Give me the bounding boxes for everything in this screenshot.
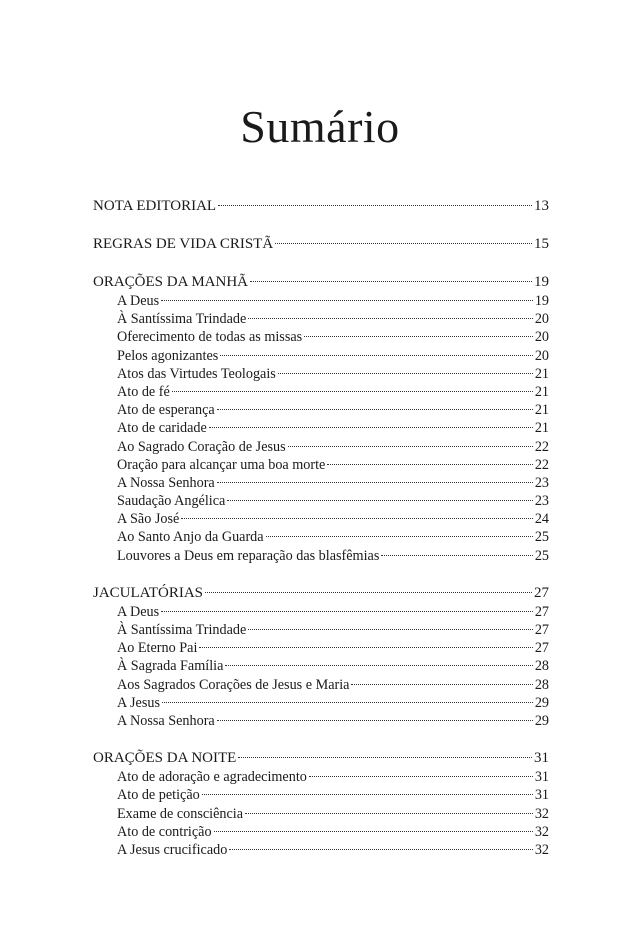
toc-entry xyxy=(93,639,549,657)
toc-entry xyxy=(93,823,549,841)
toc-entry-label: Exame de consciência xyxy=(117,805,244,822)
toc-page-number: 28 xyxy=(534,676,549,693)
toc-entry xyxy=(93,676,549,694)
dot-leader xyxy=(220,355,533,356)
dot-leader xyxy=(278,373,533,374)
toc-entry-label: Aos Sagrados Corações de Jesus e Maria xyxy=(117,676,350,693)
toc-entry-label: A São José xyxy=(117,511,180,528)
toc-entry-label: Louvores a Deus em reparação das blasfêmias xyxy=(117,547,380,564)
toc-entry xyxy=(93,401,549,419)
toc-entry-label: Pelos agonizantes xyxy=(117,347,219,364)
toc-entry xyxy=(93,310,549,328)
dot-leader xyxy=(304,336,533,337)
dot-leader xyxy=(181,518,533,519)
toc-entry-label: Saudação Angélica xyxy=(117,493,226,510)
toc-page-number: 23 xyxy=(534,474,549,491)
dot-leader xyxy=(248,629,533,630)
toc-entry-label: A Deus xyxy=(117,603,160,620)
page-title: Sumário xyxy=(240,101,400,152)
toc-page-number: 24 xyxy=(534,511,549,528)
toc-section xyxy=(93,272,549,565)
dot-leader xyxy=(266,536,533,537)
toc-section xyxy=(93,583,549,730)
toc-page-number: 21 xyxy=(534,383,549,400)
dot-leader xyxy=(214,831,533,832)
toc-page-number: 20 xyxy=(534,347,549,364)
toc-entry-label: A Nossa Senhora xyxy=(117,712,215,729)
toc-entry xyxy=(93,292,549,310)
dot-leader xyxy=(229,849,532,850)
toc-entry-label: A Jesus crucificado xyxy=(117,841,228,858)
toc-page-number: 25 xyxy=(534,547,549,564)
toc-entry xyxy=(93,805,549,823)
dot-leader xyxy=(217,409,533,410)
dot-leader xyxy=(209,427,533,428)
toc-page-number: 25 xyxy=(534,529,549,546)
toc-entry-label: ORAÇÕES DA NOITE xyxy=(93,750,237,767)
dot-leader xyxy=(161,611,533,612)
toc-page-number: 19 xyxy=(534,293,549,309)
toc-section xyxy=(93,196,549,216)
toc-page-number: 32 xyxy=(534,823,549,840)
dot-leader xyxy=(381,555,532,556)
dot-leader xyxy=(250,281,532,282)
toc-entry xyxy=(93,419,549,437)
toc-entry xyxy=(93,657,549,675)
toc-section-heading xyxy=(93,196,549,216)
toc-entry-label: JACULATÓRIAS xyxy=(93,584,204,601)
toc-entry-label: Ato de fé xyxy=(117,383,170,400)
toc-page-number: 31 xyxy=(534,750,549,767)
toc-entry xyxy=(93,528,549,546)
toc-page-number: 31 xyxy=(534,769,549,786)
toc-entry xyxy=(93,768,549,786)
toc-entry-label: À Sagrada Família xyxy=(117,658,224,675)
toc-page-number: 27 xyxy=(534,584,549,601)
toc-entry-label: A Nossa Senhora xyxy=(117,474,215,491)
toc-entry-label: Ato de caridade xyxy=(117,420,207,437)
toc-entry xyxy=(93,474,549,492)
dot-leader xyxy=(351,684,532,685)
toc-page-number: 27 xyxy=(534,622,549,638)
dot-leader xyxy=(218,205,532,206)
table-of-contents xyxy=(93,196,549,877)
toc-page-number: 23 xyxy=(534,493,549,510)
toc-page-number: 19 xyxy=(534,274,549,290)
dot-leader xyxy=(225,665,532,666)
toc-section-heading xyxy=(93,748,549,768)
toc-section-heading xyxy=(93,234,549,254)
toc-page-number: 20 xyxy=(534,311,549,328)
toc-section xyxy=(93,748,549,859)
toc-entry-label: REGRAS DE VIDA CRISTÃ xyxy=(93,236,274,252)
toc-entry xyxy=(93,365,549,383)
toc-page-number: 22 xyxy=(534,456,549,473)
toc-entry xyxy=(93,456,549,474)
toc-entry-label: Oração para alcançar uma boa morte xyxy=(117,456,326,473)
toc-entry xyxy=(93,547,549,565)
toc-entry-label: Ato de petição xyxy=(117,787,200,804)
toc-entry-label: Ato de esperança xyxy=(117,402,215,419)
dot-leader xyxy=(227,500,532,501)
toc-page-number: 15 xyxy=(534,236,549,252)
toc-entry xyxy=(93,603,549,621)
toc-page-number: 28 xyxy=(534,658,549,675)
dot-leader xyxy=(288,446,533,447)
dot-leader xyxy=(199,647,532,648)
dot-leader xyxy=(217,720,533,721)
toc-page-number: 27 xyxy=(534,640,549,657)
toc-entry xyxy=(93,841,549,859)
toc-entry xyxy=(93,383,549,401)
toc-page-number: 20 xyxy=(534,329,549,346)
toc-entry-label: Ao Sagrado Coração de Jesus xyxy=(117,438,286,455)
toc-entry-label: NOTA EDITORIAL xyxy=(93,198,217,214)
toc-entry-label: Oferecimento de todas as missas xyxy=(117,329,303,346)
dot-leader xyxy=(238,757,532,758)
toc-page-number: 21 xyxy=(534,402,549,419)
dot-leader xyxy=(309,776,533,777)
toc-page-number: 29 xyxy=(534,712,549,729)
toc-entry xyxy=(93,621,549,639)
toc-entry xyxy=(93,786,549,804)
toc-entry xyxy=(93,438,549,456)
toc-entry xyxy=(93,492,549,510)
dot-leader xyxy=(248,318,533,319)
toc-entry-label: Ato de contrição xyxy=(117,823,212,840)
dot-leader xyxy=(217,482,533,483)
toc-entry xyxy=(93,694,549,712)
toc-entry xyxy=(93,712,549,730)
toc-entry xyxy=(93,347,549,365)
toc-page-number: 21 xyxy=(534,420,549,437)
dot-leader xyxy=(202,794,533,795)
toc-entry-label: A Deus xyxy=(117,293,160,309)
dot-leader xyxy=(161,300,533,301)
toc-section-heading xyxy=(93,583,549,603)
toc-section-heading xyxy=(93,272,549,292)
dot-leader xyxy=(205,592,532,593)
toc-section xyxy=(93,234,549,254)
toc-entry-label: Ao Eterno Pai xyxy=(117,640,198,657)
toc-page-number: 27 xyxy=(534,603,549,620)
toc-entry-label: À Santíssima Trindade xyxy=(117,311,247,328)
dot-leader xyxy=(327,464,532,465)
toc-page-number: 13 xyxy=(534,198,549,214)
toc-entry xyxy=(93,510,549,528)
toc-page-number: 32 xyxy=(534,841,549,858)
dot-leader xyxy=(172,391,533,392)
toc-entry-label: Ato de adoração e agradecimento xyxy=(117,769,307,786)
toc-page-number: 21 xyxy=(534,365,549,382)
toc-page-number: 29 xyxy=(534,694,549,711)
toc-entry-label: Atos das Virtudes Teologais xyxy=(117,365,276,382)
toc-entry-label: A Jesus xyxy=(117,694,160,711)
dot-leader xyxy=(275,243,532,244)
toc-page-number: 32 xyxy=(534,805,549,822)
toc-entry-label: À Santíssima Trindade xyxy=(117,622,247,638)
toc-page-number: 31 xyxy=(534,787,549,804)
toc-entry-label: ORAÇÕES DA MANHÃ xyxy=(93,274,249,290)
toc-entry-label: Ao Santo Anjo da Guarda xyxy=(117,529,264,546)
toc-entry xyxy=(93,328,549,346)
toc-page-number: 22 xyxy=(534,438,549,455)
dot-leader xyxy=(162,702,533,703)
dot-leader xyxy=(245,813,533,814)
